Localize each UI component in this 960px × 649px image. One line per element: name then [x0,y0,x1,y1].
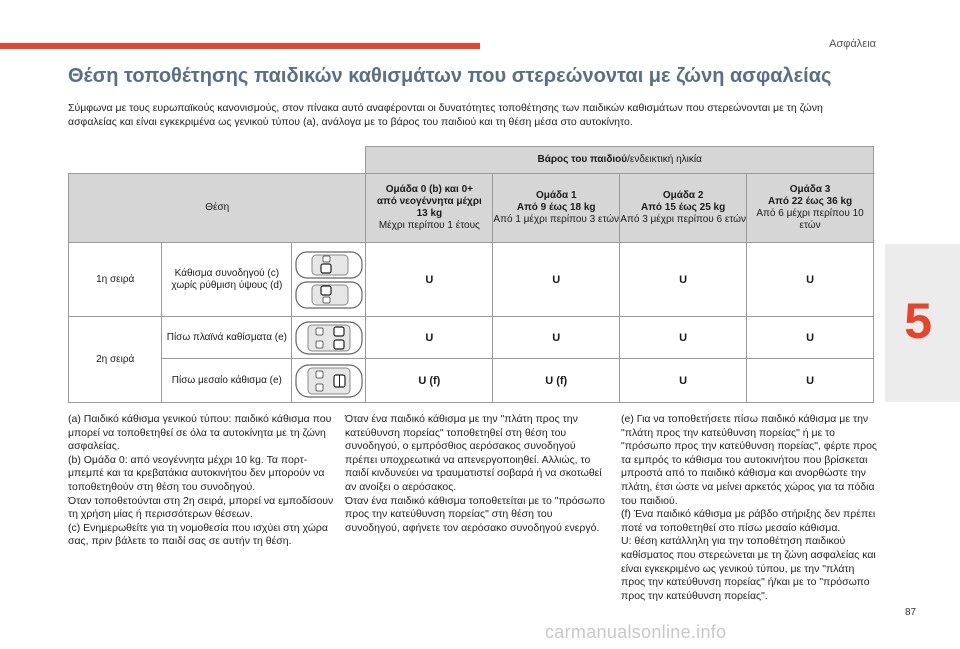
car-diagram-cell [292,359,366,403]
cell-value: U [747,243,874,317]
group-header: Ομάδα 3 Από 22 έως 36 kg Από 6 μέχρι περίπου 10 ετών [747,174,874,243]
table-corner [69,147,366,174]
cell-value: U (f) [493,359,620,403]
header-accent-bar [0,43,480,49]
notes-column-2: Όταν ένα παιδικό κάθισμα με την "πλάτη προς την κατεύθυνση πορείας" τοποθετηθεί στη θέση του συνοδηγού, ο εμπρόσθιος αερόσακος συνοδηγού πρέπει υποχρεωτικά να απενεργοποιηθεί. Αλλιώς, το παιδί κινδυνεύει να τραυματιστεί σοβαρά ή να σκοτωθεί αν ανοίξει ο αερόσακος. Όταν ένα παιδικό κάθισμα τοποθετείται με το "πρόσωπο προς την κατεύθυνση πορείας" στη θέση του συνοδηγού, αφήνετε τον αερόσακο συνοδηγού ενεργό. [345,413,606,534]
cell-value: U [747,317,874,359]
page-number: 87 [905,607,917,618]
car-top-view-front-seat-icon [294,250,364,280]
section-name: Ασφάλεια [829,38,876,50]
cell-value: U [493,243,620,317]
weight-header: Βάρος του παιδιού/ενδεικτική ηλικία [366,147,874,174]
car-diagram-cell [292,243,366,317]
table-row [69,317,874,359]
cell-value: U [747,359,874,403]
watermark: carmanualsonline.info [545,622,727,642]
intro-paragraph: Σύμφωνα με τους ευρωπαϊκούς κανονισμούς, στον πίνακα αυτό αναφέρονται οι δυνατότητες τοποθέτησης των παιδικών καθισμάτων που στερεώνονται με τη ζώνη ασφαλείας και είναι εγκεκριμένα ως γενικού τύπου (a), ανάλογα με το βάρος του παιδιού και τη θέση μέσα στο αυτοκίνητο. [68,102,823,128]
cell-value: U [620,243,747,317]
cell-value: U [620,317,747,359]
cell-value: U [366,317,493,359]
car-top-view-rear-side-seats-icon [294,320,364,356]
table-row [69,359,874,403]
cell-value: U [620,359,747,403]
seat-description: Κάθισμα συνοδηγού (c) χωρίς ρύθμιση ύψους (d) [162,243,292,317]
car-top-view-rear-middle-seat-icon [294,363,364,399]
group-header: Ομάδα 1 Από 9 έως 18 kg Από 1 μέχρι περίπου 3 ετών [493,174,620,243]
cell-value: U [366,243,493,317]
group-header: Ομάδα 0 (b) και 0+ από νεογέννητα μέχρι 13 kg Μέχρι περίπου 1 έτους [366,174,493,243]
car-diagram-cell [292,317,366,359]
cell-value: U [493,317,620,359]
cell-value: U (f) [366,359,493,403]
car-top-view-front-seat-icon [294,280,364,310]
row-label: 1η σειρά [69,243,162,317]
notes-column-1: (a) Παιδικό κάθισμα γενικού τύπου: παιδικό κάθισμα που μπορεί να τοποθετηθεί σε όλα τα αυτοκίνητα με τη ζώνη ασφαλείας. (b) Ομάδα 0: από νεογέννητα μέχρι 10 kg. Τα πορτ-μπεμπέ και τα κρεβατάκια αυτοκινήτου δεν μπορούν να τοποθετηθούν στη θέση του συνοδηγού. Όταν τοποθετούνται στη 2η σειρά, μπορεί να εμποδίσουν τη χρήση μίας ή περισσότερων θέσεων. (c) Ενημερωθείτε για τη νομοθεσία που ισχύει στη χώρα σας, πριν βάλετε το παιδί σας σε αυτήν τη θέση. [68,413,334,548]
seat-description: Πίσω μεσαίο κάθισμα (e) [162,359,292,403]
page-title: Θέση τοποθέτησης παιδικών καθισμάτων που στερεώνονται με ζώνη ασφαλείας [68,65,832,87]
table-row [69,243,874,317]
row-label: 2η σειρά [69,317,162,403]
position-header: Θέση [69,174,366,243]
group-header: Ομάδα 2 Από 15 έως 25 kg Από 3 μέχρι περίπου 6 ετών [620,174,747,243]
notes-column-3: (e) Για να τοποθετήσετε πίσω παιδικό κάθισμα με την "πλάτη προς την κατεύθυνση πορείας" ή με το "πρόσωπο προς την κατεύθυνση πορείας", φέρτε προς τα εμπρός το κάθισμα του αυτοκινήτου που βρίσκεται μπροστά από το παιδικό κάθισμα και ανορθώστε την πλάτη, έτσι ώστε να μείνει αρκετός χώρος για τα πόδια του παιδιού. (f) Ένα παιδικό κάθισμα με ράβδο στήριξης δεν πρέπει ποτέ να τοποθετηθεί στο πίσω μεσαίο κάθισμα. U: θέση κατάλληλη για την τοποθέτηση παιδικού καθίσματος που στερεώνεται με τη ζώνη ασφαλείας και είναι εγκεκριμένο ως γενικού τύπου, με την "πλάτη προς την κατεύθυνση πορείας" ή/και με το "πρόσωπο προς την κατεύθυνση πορείας". [621,413,877,602]
seat-description: Πίσω πλαϊνά καθίσματα (e) [162,317,292,359]
chapter-number: 5 [904,293,932,349]
child-seat-table [68,146,874,403]
